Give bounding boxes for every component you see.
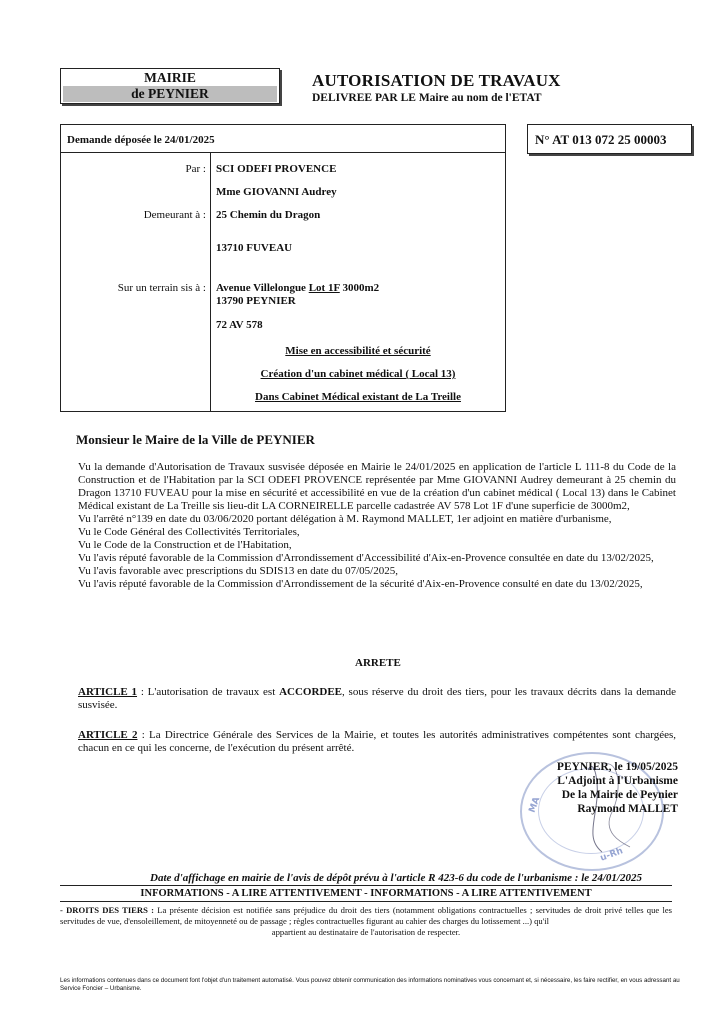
mentions-legales: Les informations contenues dans ce document font l'objet d'un traitement automatisé. Vous pouvez obtenir communication des informations nominatives vous concernant et, si nécessaire, les faire rectifier, en vous adressant au Service Foncier – Urbanisme. — [60, 977, 680, 992]
representant: Mme GIOVANNI Audrey — [216, 186, 337, 198]
vu-arrete: Vu l'arrêté n°139 en date du 03/06/2020 portant délégation à M. Raymond MALLET, 1er adjoint en matière d'urbanisme, — [78, 513, 612, 525]
droits-des-tiers — [60, 905, 672, 938]
mairie-line2: de PEYNIER — [63, 86, 277, 102]
reference-number: N° AT 013 072 25 00003 — [527, 124, 692, 154]
article-1-text-c: , sous réserve du droit des tiers, pour les travaux décrits dans la demande susvisée. — [78, 686, 676, 711]
signature-role: L'Adjoint à l'Urbanisme — [557, 775, 678, 787]
vu-demande: Vu la demande d'Autorisation de Travaux susvisée déposée en Mairie le 24/01/2025 en application de l'article L 111-8 du Code de la Construction et de l'Habitation par la SCI ODEFI PROVENCE représentée par Mme GIOVANNI Audrey demeurant à 25 chemin du Dragon 13710 FUVEAU pour la mise en sécurité et accessibilité en vue de la création d'un cabinet médical ( Local 13) dans le Cabinet Médical existant de La Treille sis lieu-dit LA CORNEIRELLE parcelle cadastrée AV 578 Lot 1F d'une superficie de 3000m2, — [78, 461, 676, 512]
signature-name: Raymond MALLET — [577, 803, 678, 815]
article-1 — [78, 686, 676, 712]
vu-paragraphs — [78, 461, 676, 591]
article-2-label: ARTICLE 2 — [78, 729, 138, 741]
informations-banner: INFORMATIONS - A LIRE ATTENTIVEMENT - INFORMATIONS - A LIRE ATTENTIVEMENT — [140, 888, 592, 899]
vu-securite: Vu l'avis réputé favorable de la Commission d'Arrondissement de la sécurité d'Aix-en-Provence consulté en date du 13/02/2025, — [78, 578, 643, 590]
document-title: AUTORISATION DE TRAVAUX — [312, 71, 561, 90]
objet-line1: Mise en accessibilité et sécurité — [285, 345, 431, 357]
par-value: SCI ODEFI PROVENCE — [216, 163, 337, 175]
droits-label: - DROITS DES TIERS : — [60, 905, 154, 915]
par-label: Par : — [185, 163, 206, 175]
article-2-text: : La Directrice Générale des Services de la Mairie, et toutes les autorités administratives compétentes sont chargées, chacun en ce qui les concerne, de l'exécution du présent arrêté. — [78, 729, 676, 754]
demeurant-label: Demeurant à : — [143, 209, 206, 221]
parcelle: 72 AV 578 — [216, 319, 263, 331]
terrain-street: Avenue Villelongue — [216, 282, 309, 294]
vu-sdis: Vu l'avis favorable avec prescriptions du SDIS13 en date du 07/05/2025, — [78, 565, 398, 577]
signature-date: PEYNIER, le 19/05/2025 — [556, 761, 678, 773]
adresse-line1: 25 Chemin du Dragon — [216, 209, 321, 221]
terrain-lot: Lot 1F — [308, 282, 340, 294]
objet-line3: Dans Cabinet Médical existant de La Treille — [255, 391, 461, 403]
droits-text: La présente décision est notifiée sans préjudice du droit des tiers (notamment obligations contractuelles ; servitudes de droit privé telles que les servitudes de vue, d'ensoleillement, de mitoyenneté ou de passage ; règles contractuelles figurant au cahier des charges du lotissement ...) qu'il — [60, 905, 672, 926]
article-1-text-a: : L'autorisation de travaux est — [137, 686, 280, 698]
terrain-line2: 13790 PEYNIER — [216, 295, 296, 307]
stamp-letters: MA — [527, 795, 543, 815]
column-divider — [210, 153, 211, 411]
terrain-line1 — [216, 282, 379, 294]
document-subtitle: DELIVREE PAR LE Maire au nom de l'ETAT — [312, 92, 542, 104]
objet-line2: Création d'un cabinet médical ( Local 13) — [260, 368, 456, 380]
maire-title: Monsieur le Maire de la Ville de PEYNIER — [76, 432, 315, 447]
droits-end: appartient au destinataire de l'autorisation de respecter. — [271, 927, 461, 937]
terrain-label: Sur un terrain sis à : — [117, 282, 206, 294]
signature-org: De la Mairie de Peynier — [561, 789, 678, 801]
article-1-label: ARTICLE 1 — [78, 686, 138, 698]
arrete-heading: ARRETE — [355, 657, 401, 669]
mairie-line1: MAIRIE — [144, 70, 196, 85]
stamp-letters-2: u-Rh — [598, 846, 625, 864]
terrain-area: 3000m2 — [339, 282, 380, 294]
demande-date: Demande déposée le 24/01/2025 — [61, 125, 505, 153]
vu-accessibilite: Vu l'avis réputé favorable de la Commission d'Arrondissement d'Accessibilité d'Aix-en-Provence consultée en date du 13/02/2025, — [78, 552, 654, 564]
article-1-decision: ACCORDEE — [279, 686, 343, 698]
vu-cch: Vu le Code de la Construction et de l'Habitation, — [78, 539, 292, 551]
footer-rule-top — [60, 885, 672, 886]
date-affichage: Date d'affichage en mairie de l'avis de dépôt prévu à l'article R 423-6 du code de l'urbanisme : le 24/01/2025 — [150, 872, 642, 884]
mairie-box — [60, 68, 280, 104]
adresse-line2: 13710 FUVEAU — [216, 242, 293, 254]
footer-rule-bottom — [60, 901, 672, 902]
vu-cgct: Vu le Code Général des Collectivités Territoriales, — [78, 526, 300, 538]
